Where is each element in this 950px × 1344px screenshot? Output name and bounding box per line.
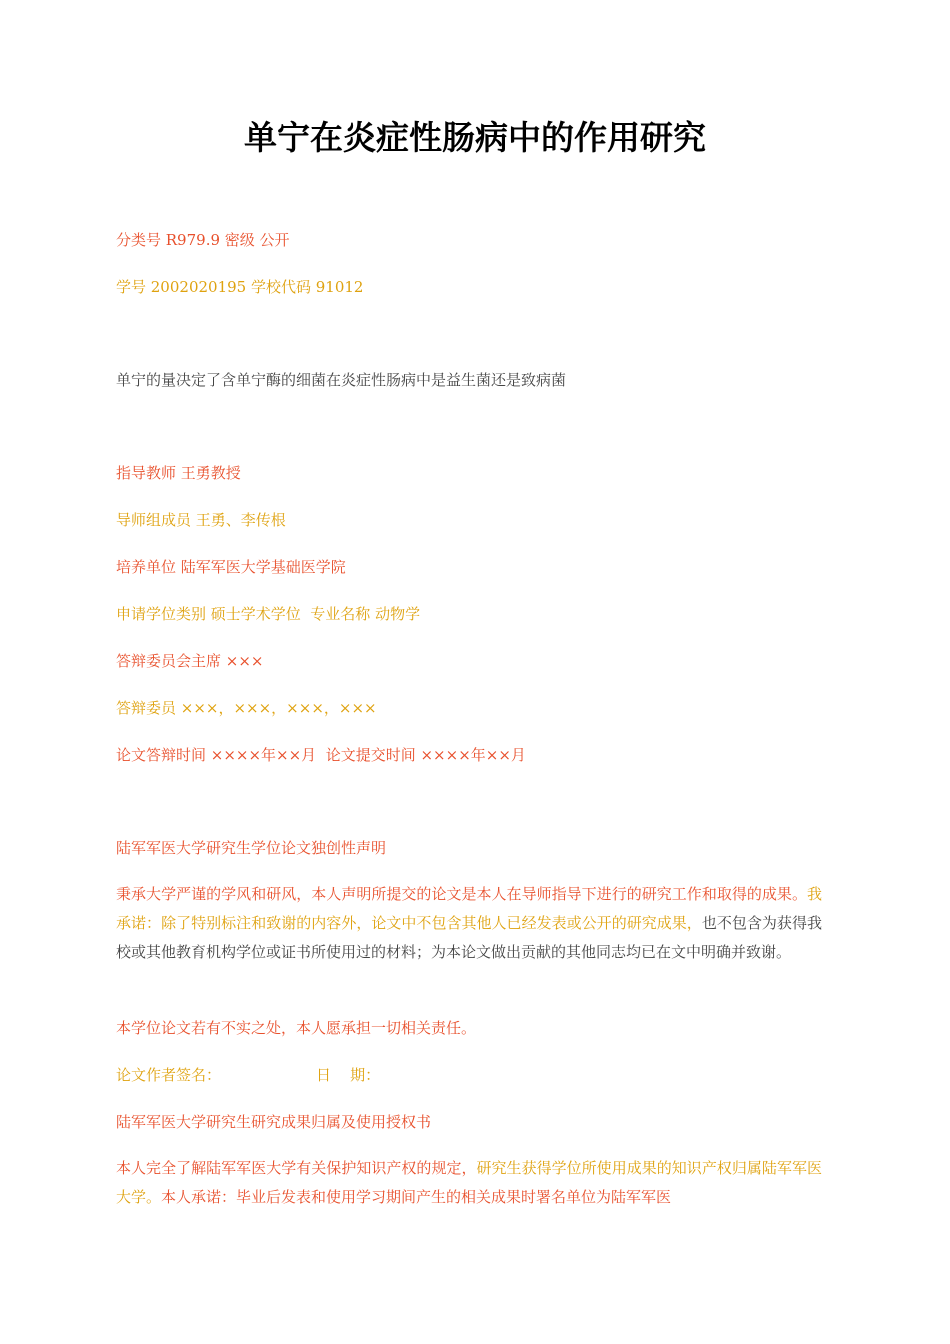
declaration-paragraph xyxy=(116,880,822,967)
unit-line: 培养单位 陆军军医大学基础医学院 xyxy=(116,558,346,576)
page-title: 单宁在炎症性肠病中的作用研究 xyxy=(244,118,706,157)
committee-line: 答辩委员 ×××，×××，×××，××× xyxy=(116,699,377,717)
declaration-text-a: 秉承大学严谨的学风和研风，本人声明所提交的论文是本人在导师指导下进行的研究工作和取得的成果。 xyxy=(116,885,807,903)
declaration-heading: 陆军军医大学研究生学位论文独创性声明 xyxy=(116,839,387,857)
advisor-group-line: 导师组成员 王勇、李传根 xyxy=(116,511,286,529)
declaration-text-b: 我承诺：除了特别标注和致谢的内容外，论文中不包含其他人已经发表或公开的研究成果， xyxy=(116,885,822,932)
authorization-text-c: 本人承诺：毕业后发表和使用学习期间产生的相关成果时署名单位为陆军军医 xyxy=(161,1188,672,1206)
thesis-subtitle: 单宁的量决定了含单宁酶的细菌在炎症性肠病中是益生菌还是致病菌 xyxy=(116,371,567,389)
chair-line: 答辩委员会主席 ××× xyxy=(116,652,264,670)
authorization-text-b: 研究生获得学位所使用成果的知识产权归属陆军军医大学。 xyxy=(116,1159,822,1206)
responsibility-line: 本学位论文若有不实之处，本人愿承担一切相关责任。 xyxy=(116,1019,477,1037)
declaration-text-c: 也不包含为获得我校或其他教育机构学位或证书所使用过的材料；为本论文做出贡献的其他同志均已在文中明确并致谢。 xyxy=(116,914,822,961)
authorization-paragraph xyxy=(116,1154,822,1212)
signature-line xyxy=(116,1065,380,1085)
signature-label: 论文作者签名： xyxy=(116,1066,222,1084)
advisor-line: 指导教师 王勇教授 xyxy=(116,464,241,482)
authorization-text-a: 本人完全了解陆军军医大学有关保护知识产权的规定， xyxy=(116,1159,477,1177)
dates-line: 论文答辩时间 ××××年××月 论文提交时间 ××××年××月 xyxy=(116,746,526,764)
date-label: 日 期： xyxy=(316,1066,381,1084)
authorization-heading: 陆军军医大学研究生研究成果归属及使用授权书 xyxy=(116,1113,432,1131)
student-id-line: 学号 2002020195 学校代码 91012 xyxy=(116,278,364,296)
degree-line: 申请学位类别 硕士学术学位 专业名称 动物学 xyxy=(116,605,421,623)
classification-line: 分类号 R979.9 密级 公开 xyxy=(116,231,290,249)
